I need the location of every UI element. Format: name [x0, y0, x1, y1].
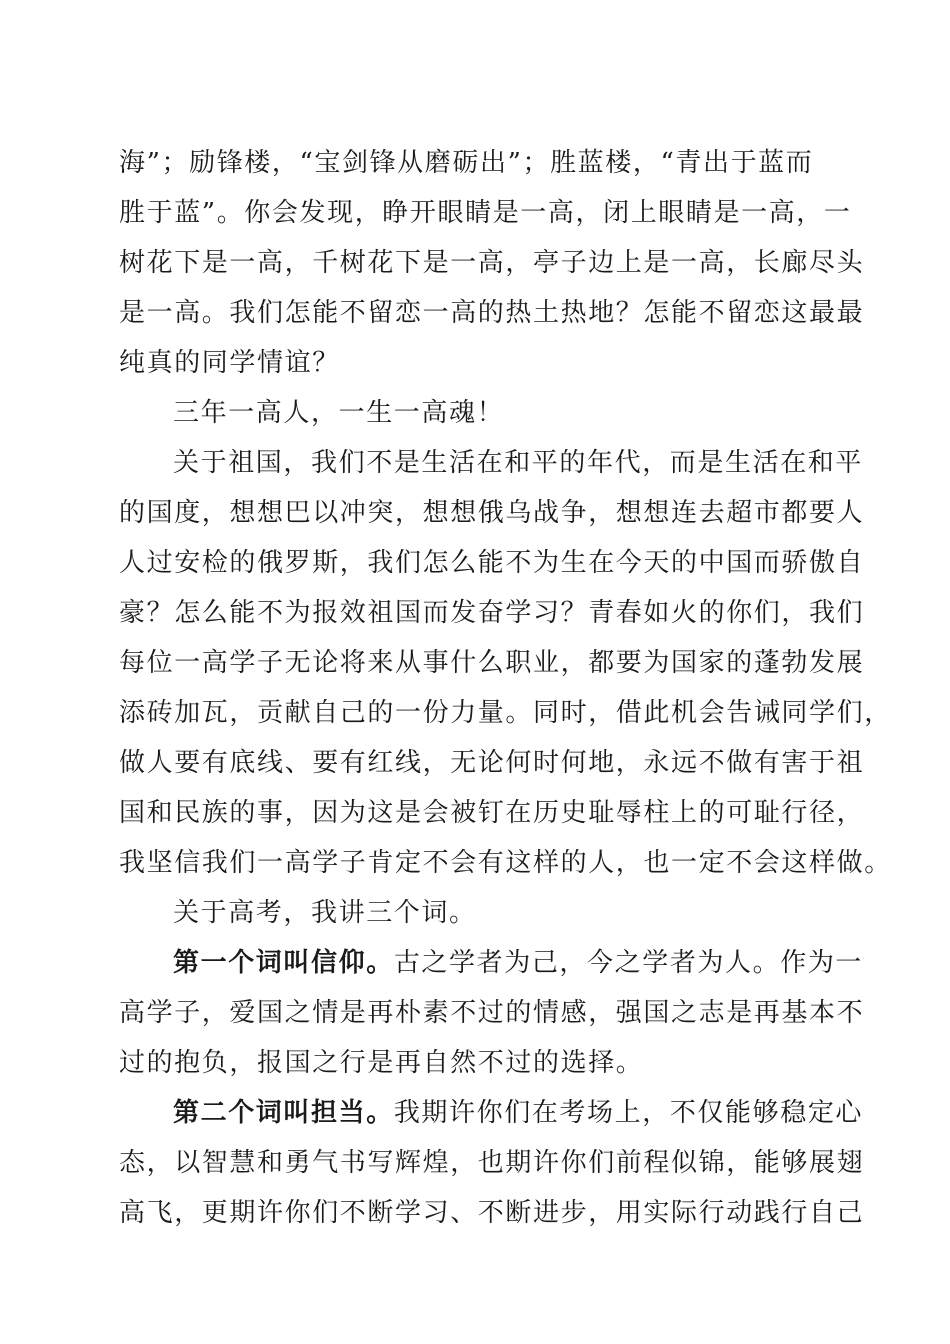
- paragraph-motto: [119, 388, 825, 438]
- text-line: 是一高。我们怎能不留恋一高的热土热地？怎能不留恋这最最: [119, 298, 865, 328]
- text-line: 添砖加瓦，贡献自己的一份力量。同时，借此机会告诫同学们，: [119, 698, 892, 728]
- text-line: 高学子，爱国之情是再朴素不过的情感，强国之志是再基本不: [119, 998, 865, 1028]
- text-span: 我期许你们在考场上，不仅能够稳定心: [393, 1098, 864, 1128]
- paragraph-school-buildings: [119, 138, 865, 388]
- text-line: 过的抱负，报国之行是再自然不过的选择。: [119, 1048, 644, 1078]
- text-line: 做人要有底线、要有红线，无论何时何地，永远不做有害于祖: [119, 748, 865, 778]
- text-line: 三年一高人，一生一高魂！: [173, 398, 505, 428]
- text-line: 的国度，想想巴以冲突，想想俄乌战争，想想连去超市都要人: [119, 498, 865, 528]
- text-line: 树花下是一高，千树花下是一高，亭子边上是一高，长廊尽头: [119, 248, 865, 278]
- text-line: 高飞，更期许你们不断学习、不断进步，用实际行动践行自己: [119, 1198, 865, 1228]
- text-line: 胜于蓝”。你会发现，睁开眼睛是一高，闭上眼睛是一高，一: [119, 198, 852, 228]
- text-line: [119, 938, 864, 988]
- text-line: 豪？怎么能不为报效祖国而发奋学习？青春如火的你们，我们: [119, 598, 865, 628]
- text-line: [119, 1088, 864, 1138]
- document-body: [119, 138, 892, 1238]
- paragraph-word-responsibility: [119, 1088, 865, 1238]
- text-line: 国和民族的事，因为这是会被钉在历史耻辱柱上的可耻行径，: [119, 798, 865, 828]
- paragraph-gaokao-intro: [119, 888, 825, 938]
- text-line: 关于高考，我讲三个词。: [173, 898, 477, 928]
- text-line: 关于祖国，我们不是生活在和平的年代，而是生活在和平: [173, 448, 864, 478]
- text-line: 态，以智慧和勇气书写辉煌，也期许你们前程似锦，能够展翅: [119, 1148, 865, 1178]
- text-line: 海”；励锋楼，“宝剑锋从磨砺出”；胜蓝楼，“青出于蓝而: [119, 148, 814, 178]
- text-line: 人过安检的俄罗斯，我们怎么能不为生在今天的中国而骄傲自: [119, 548, 865, 578]
- bold-lead-belief: 第一个词叫信仰。: [173, 948, 394, 978]
- text-line: 我坚信我们一高学子肯定不会有这样的人，也一定不会这样做。: [119, 848, 892, 878]
- bold-lead-responsibility: 第二个词叫担当。: [173, 1098, 394, 1128]
- text-span: 古之学者为己，今之学者为人。作为一: [393, 948, 864, 978]
- paragraph-word-belief: [119, 938, 865, 1088]
- text-line: 每位一高学子无论将来从事什么职业，都要为国家的蓬勃发展: [119, 648, 865, 678]
- text-line: 纯真的同学情谊？: [119, 348, 340, 378]
- paragraph-motherland: [119, 438, 892, 888]
